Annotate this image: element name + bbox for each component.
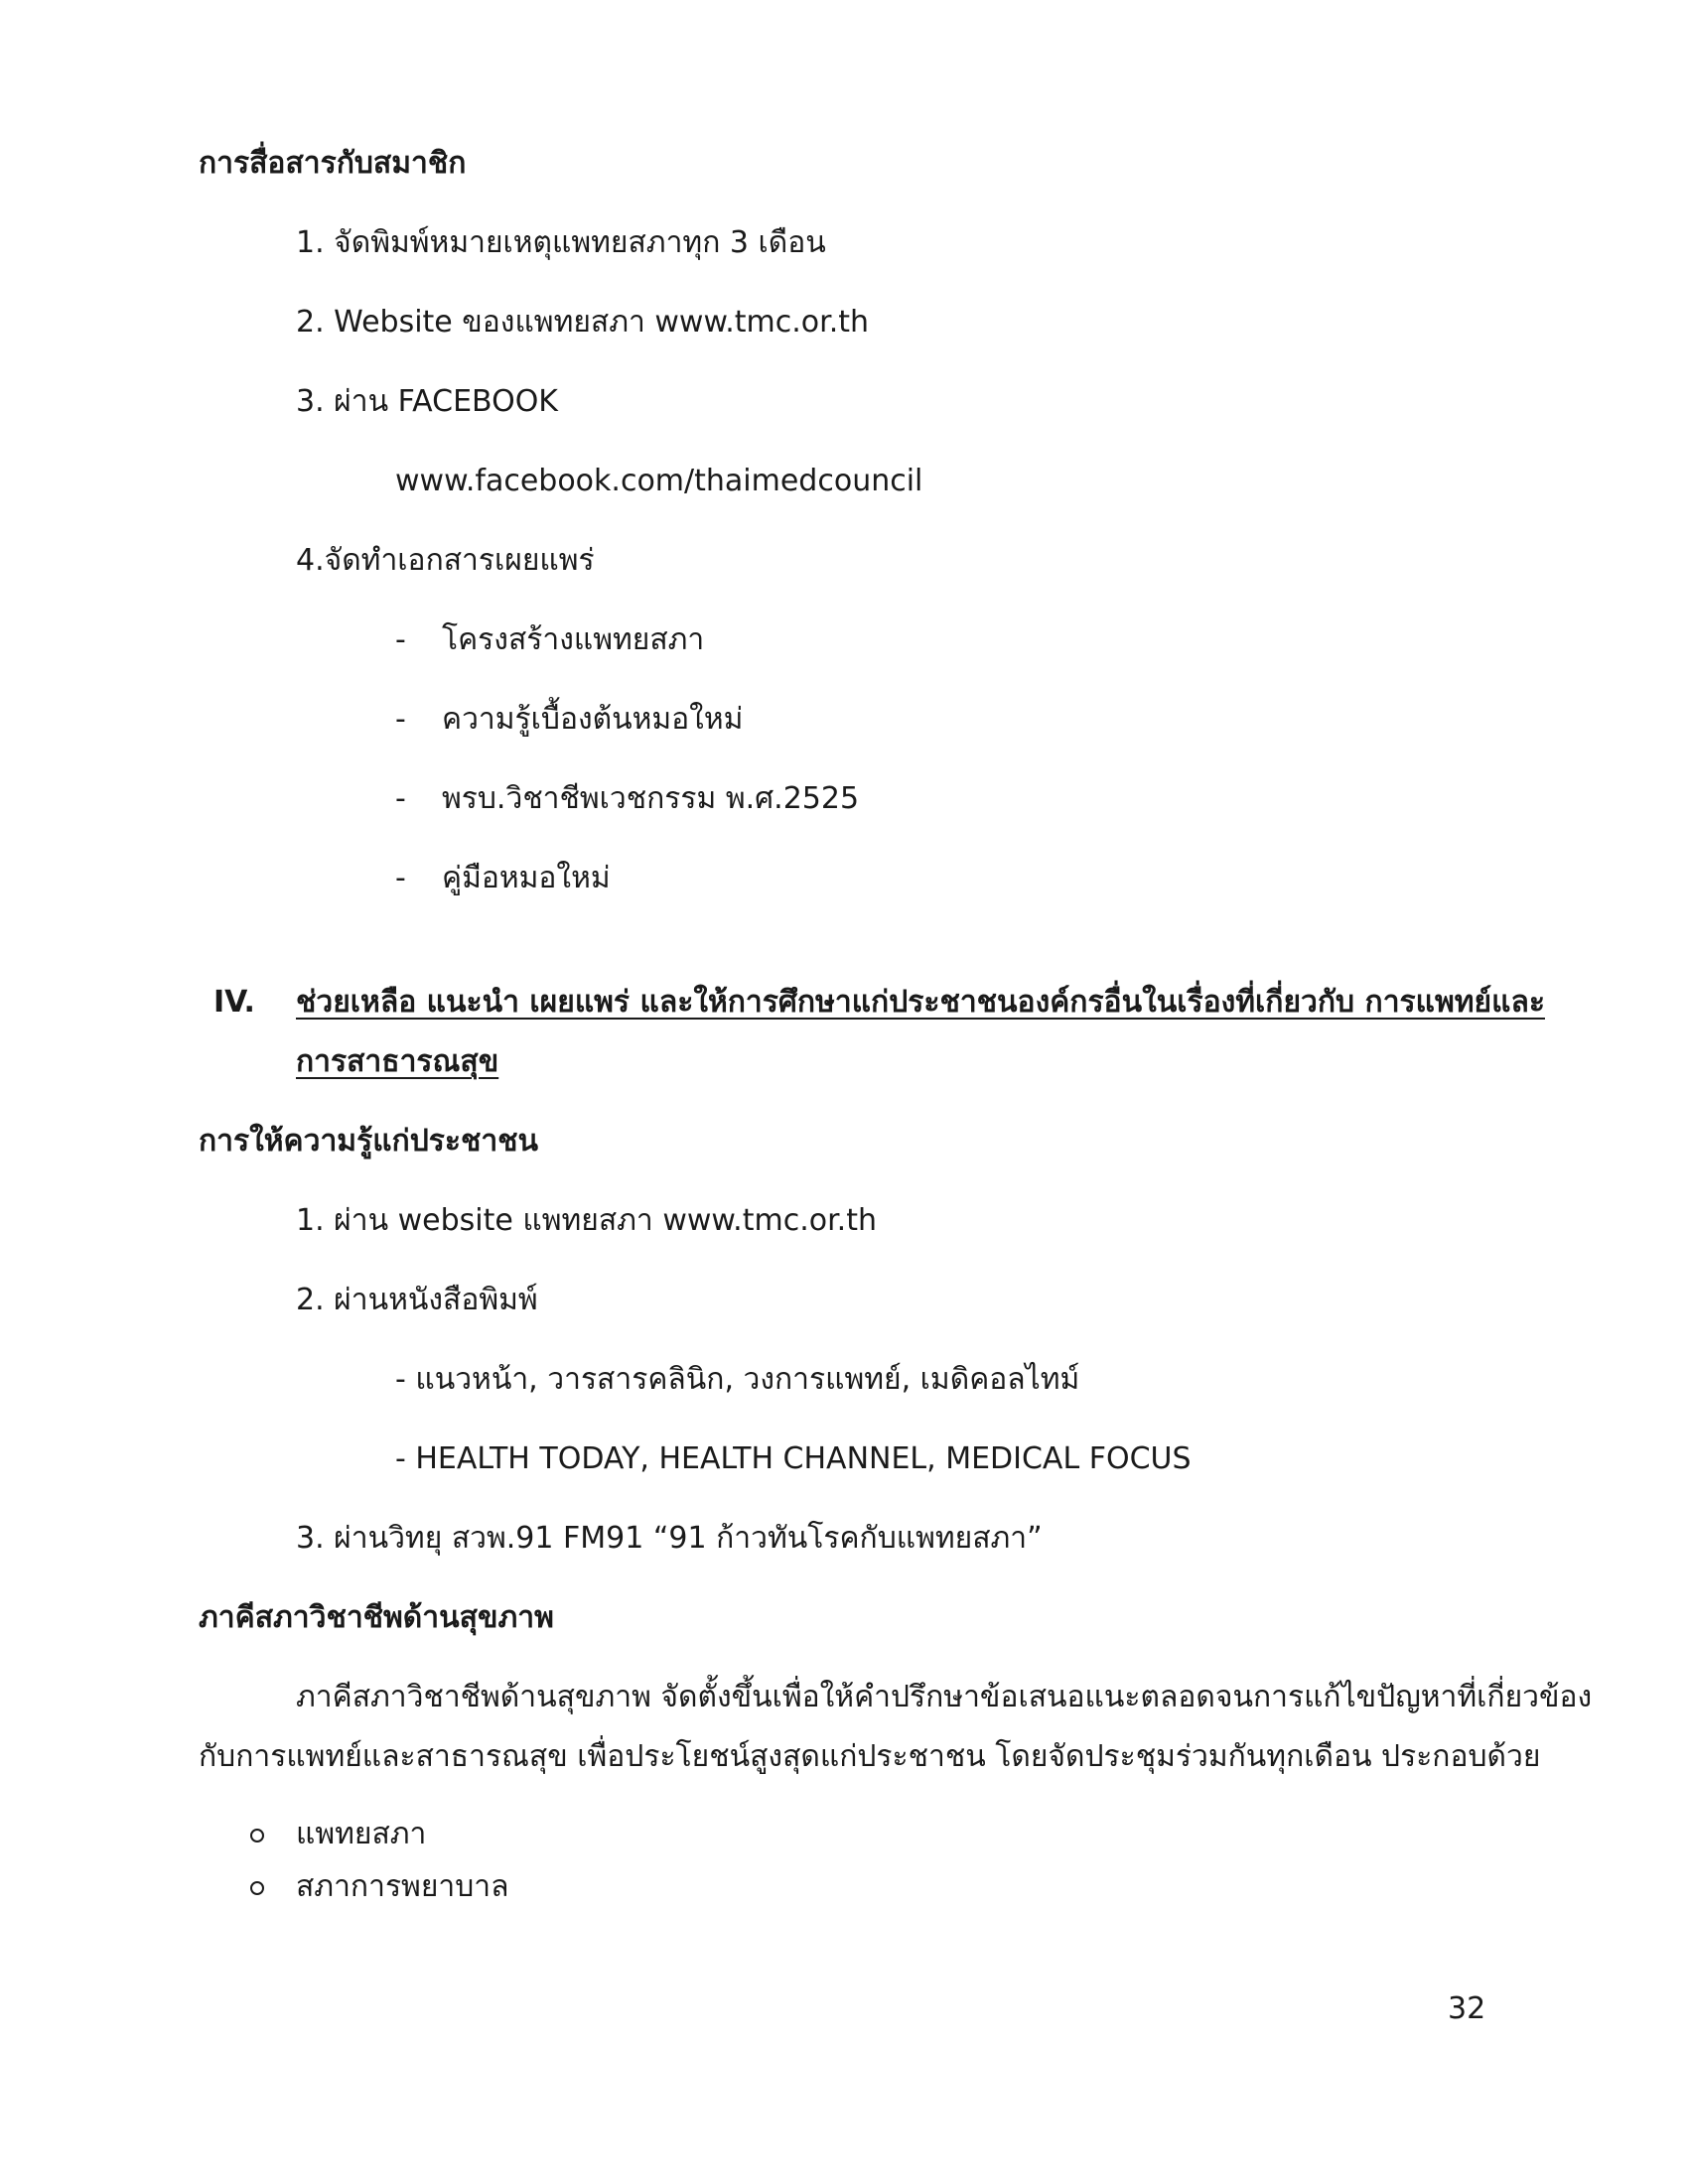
paragraph-line: กับการแพทย์และสาธารณสุข เพื่อประโยชน์สูงสุดแก่ประชาชน โดยจัดประชุมร่วมกันทุกเดือน ประกอบด้วย bbox=[199, 1739, 1541, 1774]
list-item: โครงสร้างแพทยสภา bbox=[442, 622, 705, 657]
list-item: 2. ผ่านหนังสือพิมพ์ bbox=[296, 1283, 538, 1317]
section-title-line-2: การสาธารณสุข bbox=[296, 1044, 499, 1079]
bullet-dash: - bbox=[395, 861, 406, 895]
list-item: 3. ผ่าน FACEBOOK bbox=[296, 384, 558, 419]
list-item: - HEALTH TODAY, HEALTH CHANNEL, MEDICAL FOCUS bbox=[395, 1441, 1192, 1476]
heading-member-communication: การสื่อสารกับสมาชิก bbox=[199, 146, 467, 181]
list-item: 2. Website ของแพทยสภา www.tmc.or.th bbox=[296, 305, 870, 340]
list-item: พรบ.วิชาชีพเวชกรรม พ.ศ.2525 bbox=[442, 781, 860, 816]
list-item: แพทยสภา bbox=[296, 1817, 427, 1851]
list-item: 3. ผ่านวิทยุ สวพ.91 FM91 “91 ก้าวทันโรคกับแพทยสภา” bbox=[296, 1521, 1043, 1556]
circle-bullet-icon bbox=[250, 1881, 264, 1895]
facebook-url: www.facebook.com/thaimedcouncil bbox=[395, 464, 923, 498]
circle-bullet-icon bbox=[250, 1829, 264, 1843]
section-numeral: IV. bbox=[213, 985, 255, 1020]
list-item: สภาการพยาบาล bbox=[296, 1869, 509, 1904]
bullet-dash: - bbox=[395, 622, 406, 657]
section-title-line-1: ช่วยเหลือ แนะนำ เผยแพร่ และให้การศึกษาแก่ประชาชนองค์กรอื่นในเรื่องที่เกี่ยวกับ การแพทย์และ bbox=[296, 985, 1545, 1020]
heading-public-education: การให้ความรู้แก่ประชาชน bbox=[199, 1124, 539, 1159]
publications-label: 4.จัดทำเอกสารเผยแพร่ bbox=[296, 543, 595, 578]
list-item: 1. ผ่าน website แพทยสภา www.tmc.or.th bbox=[296, 1203, 877, 1238]
bullet-dash: - bbox=[395, 781, 406, 816]
heading-health-alliance: ภาคีสภาวิชาชีพด้านสุขภาพ bbox=[199, 1600, 554, 1635]
list-item: คู่มือหมอใหม่ bbox=[442, 861, 611, 895]
list-item: 1. จัดพิมพ์หมายเหตุแพทยสภาทุก 3 เดือน bbox=[296, 225, 826, 260]
page-number: 32 bbox=[1448, 1991, 1486, 2026]
bullet-dash: - bbox=[395, 702, 406, 737]
list-item: ความรู้เบื้องต้นหมอใหม่ bbox=[442, 702, 744, 737]
paragraph-line: ภาคีสภาวิชาชีพด้านสุขภาพ จัดตั้งขึ้นเพื่อให้คำปรึกษาข้อเสนอแนะตลอดจนการแก้ไขปัญหาที่เกี่ยวข้อง bbox=[296, 1680, 1593, 1714]
list-item: - แนวหน้า, วารสารคลินิก, วงการแพทย์, เมดิคอลไทม์ bbox=[395, 1362, 1080, 1397]
